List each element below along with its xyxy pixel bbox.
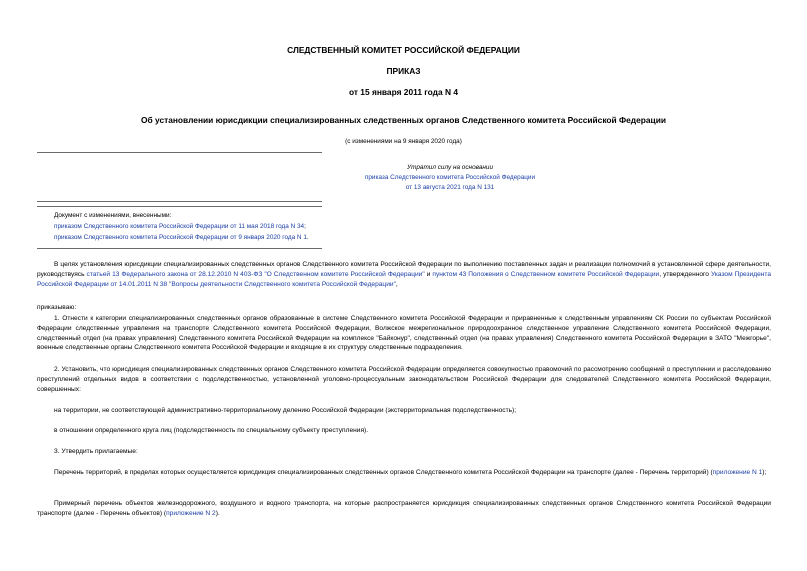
divider-line — [37, 248, 322, 249]
document-date-number: от 15 января 2011 года N 4 — [348, 87, 459, 97]
document-type: ПРИКАЗ — [386, 66, 421, 76]
paragraph-item-2a: на территории, не соответствующей административно-территориальному делению Российской Федерации (экстерриториальная подследственность); — [54, 407, 517, 414]
void-order-link-date[interactable]: от 13 августа 2021 года N 131 — [405, 184, 495, 191]
paragraph-item-2b: в отношении определенного круга лиц (подследственность по специальному субъекту преступления). — [54, 427, 369, 434]
void-notice-text: Утратил силу на основании — [407, 164, 493, 171]
divider-line — [37, 152, 322, 153]
paragraph-item-3b: Примерный перечень объектов железнодорожного, воздушного и водного транспорта, на которые распространяется юрисдикция специализированных следственных органов Следственного комитета Российской Федерации транспорте (далее - Перечень объектов) (приложение N 2). — [37, 500, 771, 517]
amendment-link-2020[interactable]: приказом Следственного комитета Российской Федерации от 9 января 2020 года N 1 — [54, 234, 307, 241]
divider-line — [37, 201, 322, 202]
void-order-link[interactable]: приказа Следственного комитета Российской Федерации — [364, 174, 536, 181]
amendment-link-2018[interactable]: приказом Следственного комитета Российской Федерации от 11 мая 2018 года N 34 — [54, 223, 305, 230]
paragraph-item-1: 1. Отнести к категории специализированных следственных органов образованные в системе Следственного комитета Российской Федерации и приравненные к следственным управлениям СК России по субъектам Российской Федерации следственные управления на транспорте Следственного комитета Российской Федерации, Волжское межрегиональное природоохранное следственное управление Следственного комитета Российской Федерации, следственный отдел (на правах управления) Следственного комитета Российской Федерации на комплексе "Байконур", следственный отдел (на правах управления) Следственного комитета Российской Федерации в ЗАТО "Межгорье", военные следственные органы Следственного комитета Российской Федерации и входящие в их структуру следственные подразделения. — [37, 315, 771, 352]
paragraph-item-3a: Перечень территорий, в пределах которых осуществляется юрисдикция специализированных следственных органов Следственного комитета Российской Федерации на транспорте (далее - Перечень территорий) (приложение N 1); — [54, 469, 767, 476]
divider-line — [37, 206, 322, 207]
presidential-decree-link[interactable]: Указом Президента Российской Федерации от 14.01.2011 N 38 "Вопросы деятельности Следственного комитета Российской Федерации" — [37, 270, 772, 288]
appendix-2-link[interactable]: приложение N 2 — [166, 509, 216, 517]
preamble-paragraph: В целях установления юрисдикции специализированных следственных органов Следственного комитета Российской Федерации по выполнению поставленных задач и реализации полномочий в установленной сфере деятельности, руководствуясь статьей 13 Федерального закона от 28.12.2010 N 403-ФЗ "О Следственном комитете Российской Федерации" и пунктом 43 Положения о Следственном комитете Российской Федерации, утвержденного Указом Президента Российской Федерации от 14.01.2011 N 38 "Вопросы деятельности Следственного комитета Российской Федерации", — [37, 261, 772, 288]
paragraph-item-2: 2. Установить, что юрисдикция специализированных следственных органов Следственного комитета Российской Федерации определяется совокупностью правомочий по рассмотрению сообщений о преступлении и расследованию преступлений отдельных видов в соответствии с подследственностью, установленной уголовно-процессуальным законодательством Российской Федерации для следователей Следственного комитета Российской Федерации, совершенных: — [37, 366, 771, 393]
edition-note: (с изменениями на 9 января 2020 года) — [345, 138, 462, 145]
federal-law-link[interactable]: статьей 13 Федерального закона от 28.12.2010 N 403-ФЗ "О Следственном комитете Российской Федерации" — [86, 270, 425, 278]
changes-block: Документ с изменениями, внесенными: приказом Следственного комитета Российской Федерации от 11 мая 2018 года N 34; приказом Следственного комитета Российской Федерации от 9 января 2020 года N 1. — [54, 212, 309, 241]
paragraph-item-3: 3. Утвердить прилагаемые: — [54, 448, 138, 455]
appendix-1-link[interactable]: приложение N 1 — [712, 469, 763, 476]
changes-intro: Документ с изменениями, внесенными: — [54, 212, 172, 219]
regulation-link[interactable]: пунктом 43 Положения о Следственном комитете Российской Федерации — [432, 270, 660, 278]
committee-name: СЛЕДСТВЕННЫЙ КОМИТЕТ РОССИЙСКОЙ ФЕДЕРАЦИИ — [287, 45, 520, 55]
order-word: приказываю: — [37, 304, 77, 311]
void-notice — [280, 163, 620, 193]
document-title: Об установлении юрисдикции специализированных следственных органов Следственного комитета Российской Федерации — [140, 115, 667, 125]
